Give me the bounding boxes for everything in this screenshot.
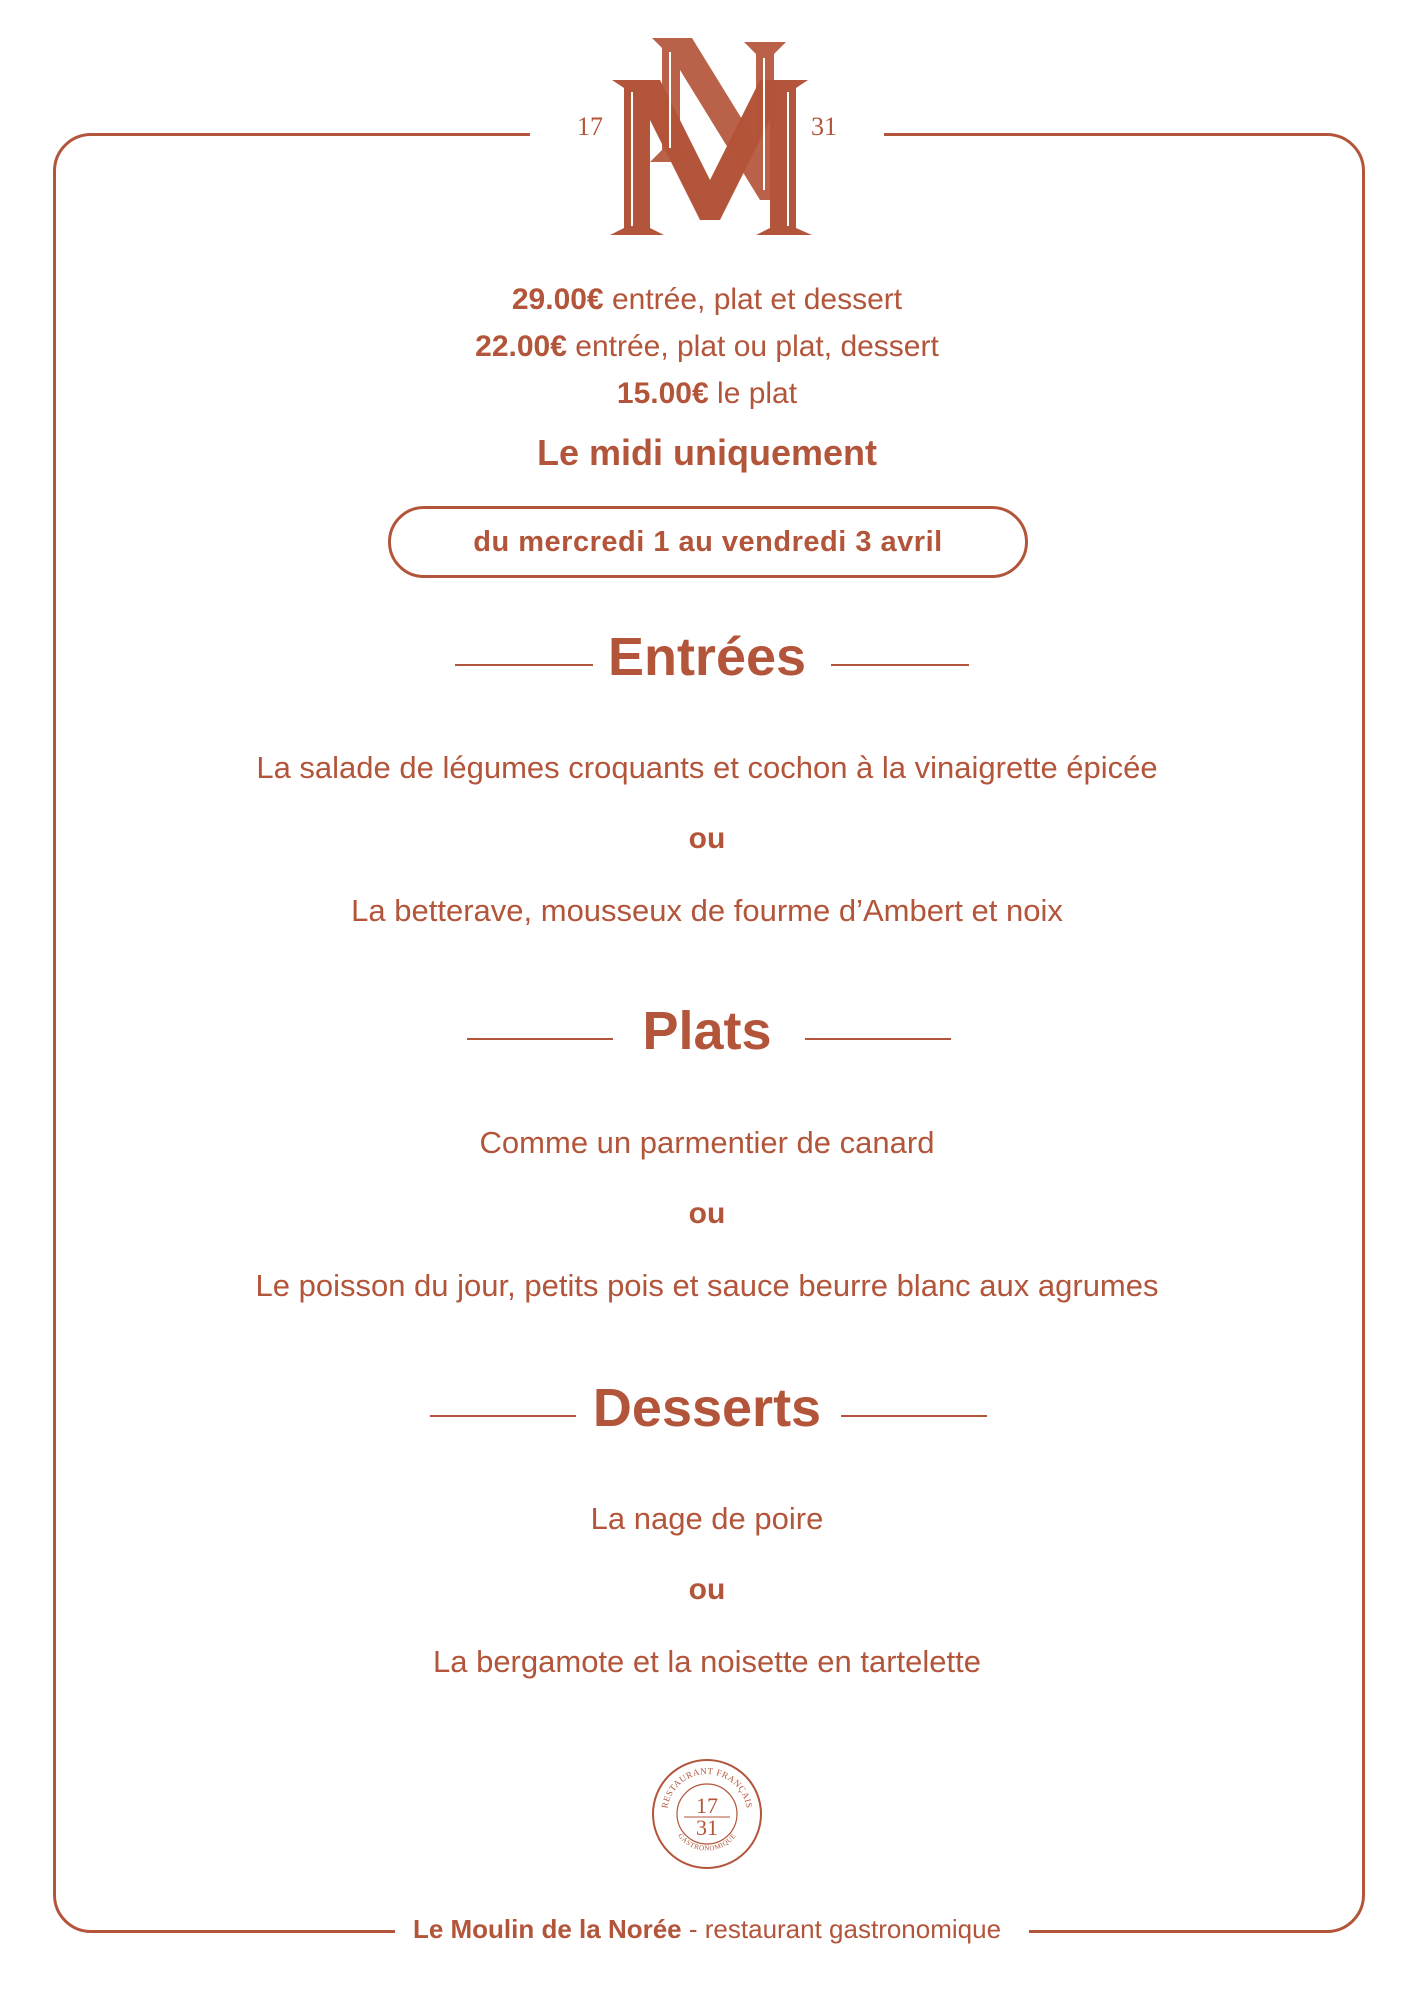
price-amount: 15.00€	[616, 377, 709, 410]
section-title-plats: Plats	[642, 1001, 772, 1061]
logo-year-left: 17	[577, 112, 603, 141]
price-amount: 29.00€	[511, 283, 604, 316]
price-label: entrée, plat et dessert	[603, 283, 903, 316]
footer	[0, 1914, 1414, 1945]
dish-entree-1: La salade de légumes croquants et cochon à la vinaigrette épicée	[256, 750, 1158, 785]
logo-year-right: 31	[811, 112, 837, 141]
price-line-1	[0, 276, 1414, 323]
section-title-desserts: Desserts	[592, 1378, 822, 1438]
price-label: entrée, plat ou plat, dessert	[566, 330, 939, 363]
price-line-2	[0, 323, 1414, 370]
or-separator: ou	[688, 1573, 726, 1606]
section-title-entrees: Entrées	[607, 627, 807, 687]
dish-dessert-1: La nage de poire	[590, 1501, 824, 1536]
seal-year-bottom: 31	[696, 1815, 718, 1840]
restaurant-name: Le Moulin de la Norée	[412, 1914, 682, 1944]
or-separator: ou	[688, 1197, 726, 1230]
price-label: le plat	[708, 377, 798, 410]
price-line-3	[0, 370, 1414, 417]
or-separator: ou	[688, 822, 726, 855]
seal-year-top: 17	[696, 1793, 718, 1818]
date-range-badge	[388, 506, 1028, 578]
dish-entree-2: La betterave, mousseux de fourme d’Ambert et noix	[351, 893, 1063, 928]
service-note: Le midi uniquement	[536, 432, 877, 473]
seal-bottom-text: GASTRONOMIQUE	[676, 1831, 738, 1853]
restaurant-seal-icon	[650, 1757, 764, 1871]
dish-dessert-2: La bergamote et la noisette en tartelette	[432, 1644, 982, 1679]
dish-plat-2: Le poisson du jour, petits pois et sauce beurre blanc aux agrumes	[255, 1268, 1159, 1303]
price-amount: 22.00€	[475, 330, 567, 363]
date-range-text: du mercredi 1 au vendredi 3 avril	[473, 525, 943, 558]
restaurant-tagline: - restaurant gastronomique	[681, 1914, 1002, 1944]
dish-plat-1: Comme un parmentier de canard	[479, 1125, 935, 1160]
seal-top-text: RESTAURANT FRANÇAIS	[659, 1765, 755, 1810]
